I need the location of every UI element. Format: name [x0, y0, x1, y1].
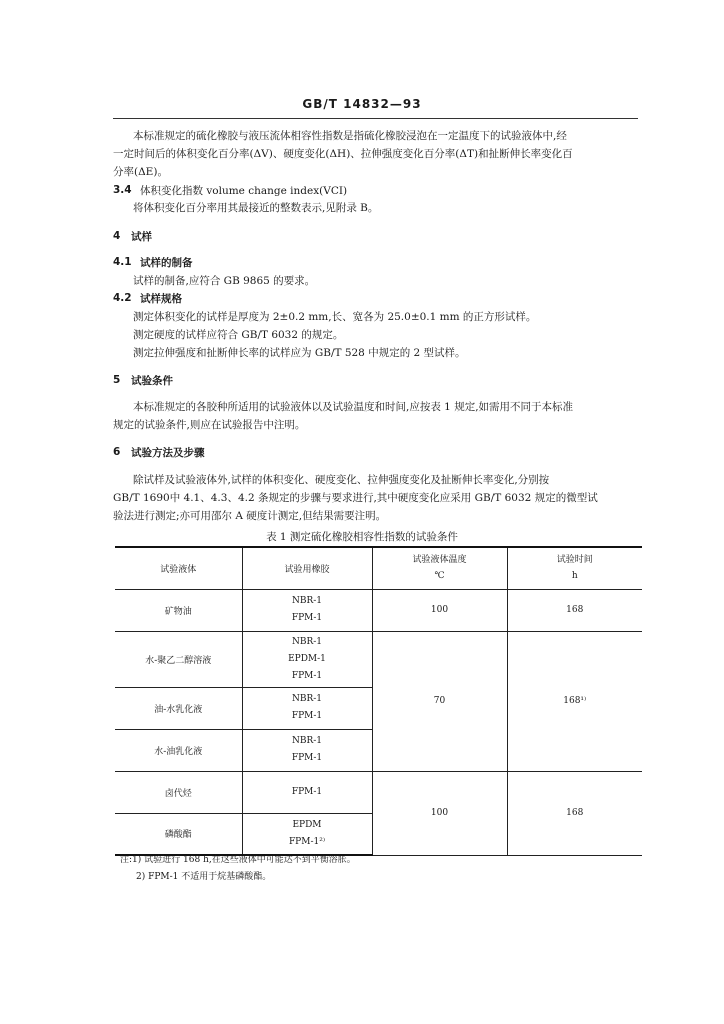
section-title: 试验方法及步骤: [131, 447, 205, 459]
fluid-cell: 磷酸酯: [115, 813, 242, 855]
section-number: 6: [113, 446, 121, 458]
paragraph-line: 规定的试验条件,则应在试验报告中注明。: [113, 419, 306, 431]
table-note: 注:1) 试验进行 168 h,在这些液体中可能达不到平衡溶胀。: [120, 855, 356, 865]
section-number: 3.4: [113, 184, 132, 196]
fluid-cell: 卤代烃: [115, 771, 242, 813]
fluid-cell: 水-聚乙二醇溶液: [115, 631, 242, 687]
table-note: 2) FPM-1 不适用于烷基磷酸酯。: [136, 872, 272, 882]
header-fluid: 试验液体: [115, 547, 242, 589]
fluid-cell: 油-水乳化液: [115, 687, 242, 729]
header-rule: [113, 118, 638, 119]
paragraph-line: 试样的制备,应符合 GB 9865 的要求。: [133, 275, 316, 287]
paragraph-line: 分率(ΔE)。: [113, 166, 168, 178]
section-title: 试样: [131, 231, 152, 243]
temp-cell: 70: [372, 631, 507, 771]
table-row: [115, 589, 642, 631]
section-number: 4.1: [113, 256, 132, 268]
header-temp: 试验液体温度 ℃: [372, 547, 507, 589]
header-time: 试验时间 h: [507, 547, 642, 589]
rubber-cell: NBR-1 FPM-1: [242, 589, 372, 631]
rubber-cell: NBR-1 FPM-1: [242, 687, 372, 729]
section-number: 4: [113, 230, 121, 242]
temp-cell: 100: [372, 771, 507, 855]
paragraph-line: 测定硬度的试样应符合 GB/T 6032 的规定。: [133, 329, 344, 341]
section-title: 体积变化指数 volume change index(VCI): [140, 185, 348, 197]
time-cell: 168: [507, 771, 642, 855]
paragraph-line: 测定拉伸强度和扯断伸长率的试样应为 GB/T 528 中规定的 2 型试样。: [133, 347, 466, 359]
paragraph-line: 本标准规定的硫化橡胶与液压流体相容性指数是指硫化橡胶浸泡在一定温度下的试验液体中,经: [133, 130, 567, 142]
fluid-cell: 矿物油: [115, 589, 242, 631]
section-number: 4.2: [113, 292, 132, 304]
paragraph-line: GB/T 1690中 4.1、4.3、4.2 条规定的步骤与要求进行,其中硬度变化应采用 GB/T 6032 规定的微型试: [113, 492, 598, 504]
paragraph-line: 验法进行测定;亦可用邵尔 A 硬度计测定,但结果需要注明。: [113, 510, 387, 522]
time-cell: 168: [507, 589, 642, 631]
rubber-cell: NBR-1 EPDM-1 FPM-1: [242, 631, 372, 687]
section-number: 5: [113, 374, 121, 386]
paragraph-line: 本标准规定的各胶种所适用的试验液体以及试验温度和时间,应按表 1 规定,如需用不同于本标准: [133, 401, 574, 413]
rubber-cell: EPDM FPM-1²⁾: [242, 813, 372, 855]
paragraph-line: 测定体积变化的试样是厚度为 2±0.2 mm,长、宽各为 25.0±0.1 mm 的正方形试样。: [133, 311, 537, 323]
section-title: 试验条件: [131, 375, 173, 387]
header-rubber: 试验用橡胶: [242, 547, 372, 589]
time-cell: 168¹⁾: [507, 631, 642, 771]
test-conditions-table: [115, 546, 642, 856]
table-row: [115, 631, 642, 687]
paragraph-line: 将体积变化百分率用其最接近的整数表示,见附录 B。: [133, 202, 379, 214]
temp-cell: 100: [372, 589, 507, 631]
standard-number-header: GB/T 14832—93: [302, 97, 422, 111]
table-caption: 表 1 测定硫化橡胶相容性指数的试验条件: [266, 531, 458, 543]
fluid-cell: 水-油乳化液: [115, 729, 242, 771]
section-title: 试样规格: [140, 293, 182, 305]
table-row: [115, 771, 642, 813]
table-header-row: [115, 547, 642, 589]
section-title: 试样的制备: [140, 257, 193, 269]
paragraph-line: 除试样及试验液体外,试样的体积变化、硬度变化、拉伸强度变化及扯断伸长率变化,分别按: [133, 474, 550, 486]
rubber-cell: FPM-1: [242, 771, 372, 813]
paragraph-line: 一定时间后的体积变化百分率(ΔV)、硬度变化(ΔH)、拉伸强度变化百分率(ΔT)和扯断伸长率变化百: [113, 148, 573, 160]
rubber-cell: NBR-1 FPM-1: [242, 729, 372, 771]
